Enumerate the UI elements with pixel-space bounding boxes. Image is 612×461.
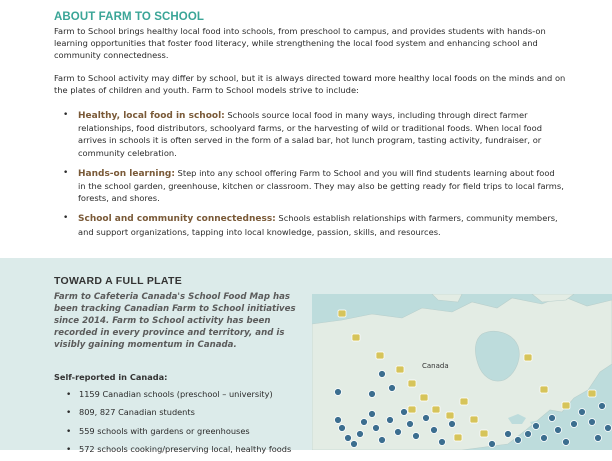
- school-marker-icon[interactable]: [505, 431, 512, 438]
- school-marker-icon[interactable]: [579, 409, 586, 416]
- school-marker-icon[interactable]: [589, 419, 596, 426]
- school-marker-icon[interactable]: [335, 417, 342, 424]
- bullet-term: School and community connectedness:: [78, 214, 276, 225]
- school-marker-icon[interactable]: [379, 371, 386, 378]
- school-marker-icon[interactable]: [401, 409, 408, 416]
- models-list: [64, 109, 564, 246]
- bullet-dot-icon: •: [66, 408, 72, 419]
- stat-text: 1159 Canadian schools (preschool – university): [79, 389, 273, 399]
- school-marker-icon[interactable]: [549, 415, 556, 422]
- school-marker-icon[interactable]: [407, 421, 414, 428]
- garden-marker-icon[interactable]: [480, 430, 488, 437]
- list-item: [64, 212, 564, 237]
- about-paragraph-2: Farm to School activity may differ by school, but it is always directed toward more healthy local foods on the minds and on the plates of children and youth. Farm to School models strive to include:: [54, 73, 566, 96]
- stat-text: 809, 827 Canadian students: [79, 407, 195, 418]
- school-marker-icon[interactable]: [413, 433, 420, 440]
- school-marker-icon[interactable]: [489, 441, 496, 448]
- bullet-text: Schools establish relationships with farmers, community members, and support organizations, tapping into local knowledge, passion, skills, and resources.: [78, 213, 558, 237]
- stat-text: 559 schools with gardens or greenhouses: [79, 425, 250, 436]
- school-marker-icon[interactable]: [387, 417, 394, 424]
- list-item: [64, 109, 564, 159]
- garden-marker-icon[interactable]: [408, 380, 416, 387]
- list-item: [66, 406, 316, 419]
- school-marker-icon[interactable]: [357, 431, 364, 438]
- list-item: [66, 443, 316, 456]
- school-marker-icon[interactable]: [361, 419, 368, 426]
- garden-marker-icon[interactable]: [524, 354, 532, 361]
- school-marker-icon[interactable]: [423, 415, 430, 422]
- country-label: Canada: [422, 362, 449, 370]
- garden-marker-icon[interactable]: [352, 334, 360, 341]
- list-item: [66, 425, 316, 438]
- school-marker-icon[interactable]: [369, 391, 376, 398]
- garden-marker-icon[interactable]: [562, 402, 570, 409]
- school-marker-icon[interactable]: [599, 403, 606, 410]
- school-food-map[interactable]: [312, 294, 612, 450]
- garden-marker-icon[interactable]: [420, 394, 428, 401]
- school-marker-icon[interactable]: [395, 429, 402, 436]
- list-item: [64, 167, 564, 205]
- garden-marker-icon[interactable]: [454, 434, 462, 441]
- bullet-dot-icon: •: [66, 390, 72, 400]
- school-marker-icon[interactable]: [605, 425, 612, 432]
- school-marker-icon[interactable]: [533, 423, 540, 430]
- bullet-term: Hands-on learning:: [78, 168, 175, 179]
- school-marker-icon[interactable]: [439, 439, 446, 446]
- full-plate-heading: TOWARD A FULL PLATE: [54, 275, 182, 287]
- garden-marker-icon[interactable]: [408, 406, 416, 413]
- school-marker-icon[interactable]: [525, 431, 532, 438]
- school-marker-icon[interactable]: [351, 441, 358, 448]
- garden-marker-icon[interactable]: [470, 416, 478, 423]
- bullet-text: Step into any school offering Farm to School and you will find students learning about food in the school garden, greenhouse, kitchen or classroom. They may also be getting ready for field trips to local farms, forests, and shores.: [78, 167, 564, 204]
- map-graphic: [312, 294, 612, 450]
- bullet-dot-icon: •: [63, 110, 69, 120]
- garden-marker-icon[interactable]: [588, 390, 596, 397]
- garden-marker-icon[interactable]: [376, 352, 384, 359]
- about-paragraph-1: Farm to School brings healthy local food into schools, from preschool to campus, and provides students with hands-on learning opportunities that foster food literacy, while strengthening the local food system and enhancing school and community connectedness.: [54, 26, 546, 61]
- bullet-dot-icon: •: [66, 444, 72, 455]
- school-marker-icon[interactable]: [515, 437, 522, 444]
- school-marker-icon[interactable]: [369, 411, 376, 418]
- garden-marker-icon[interactable]: [460, 398, 468, 405]
- full-plate-section: [0, 258, 612, 455]
- bullet-dot-icon: •: [63, 213, 69, 224]
- school-marker-icon[interactable]: [563, 439, 570, 446]
- school-food-map-quote: Farm to Cafeteria Canada's School Food Map has been tracking Canadian Farm to School initiatives since 2014. Farm to School activity has been recorded in every province and territory, and is visibly gaining momentum in Canada.: [54, 292, 296, 350]
- garden-marker-icon[interactable]: [396, 366, 404, 373]
- garden-marker-icon[interactable]: [540, 386, 548, 393]
- school-marker-icon[interactable]: [339, 425, 346, 432]
- garden-marker-icon[interactable]: [338, 310, 346, 317]
- school-marker-icon[interactable]: [373, 425, 380, 432]
- school-marker-icon[interactable]: [449, 421, 456, 428]
- school-marker-icon[interactable]: [595, 435, 602, 442]
- school-marker-icon[interactable]: [345, 435, 352, 442]
- school-marker-icon[interactable]: [555, 427, 562, 434]
- stats-list: [66, 388, 316, 461]
- garden-marker-icon[interactable]: [446, 412, 454, 419]
- list-item: [66, 388, 316, 401]
- school-marker-icon[interactable]: [431, 427, 438, 434]
- stat-text: 572 schools cooking/preserving local, healthy foods: [79, 443, 292, 454]
- school-marker-icon[interactable]: [379, 437, 386, 444]
- bullet-dot-icon: •: [63, 167, 69, 178]
- school-marker-icon[interactable]: [541, 435, 548, 442]
- garden-marker-icon[interactable]: [432, 406, 440, 413]
- school-marker-icon[interactable]: [571, 421, 578, 428]
- about-heading: ABOUT FARM TO SCHOOL: [54, 11, 205, 23]
- school-marker-icon[interactable]: [335, 389, 342, 396]
- bullet-text: Schools source local food in many ways, including through direct farmer relationships, food distributors, schoolyard farms, or the harvesting of wild or traditional foods. When local food arrives in schools it is often served in the form of a salad bar, hot lunch program, tasting activity, fundraiser, or community celebration.: [78, 110, 542, 158]
- bullet-term: Healthy, local food in school:: [78, 111, 225, 121]
- self-reported-label: Self-reported in Canada:: [54, 372, 168, 382]
- school-marker-icon[interactable]: [389, 385, 396, 392]
- bullet-dot-icon: •: [66, 426, 72, 437]
